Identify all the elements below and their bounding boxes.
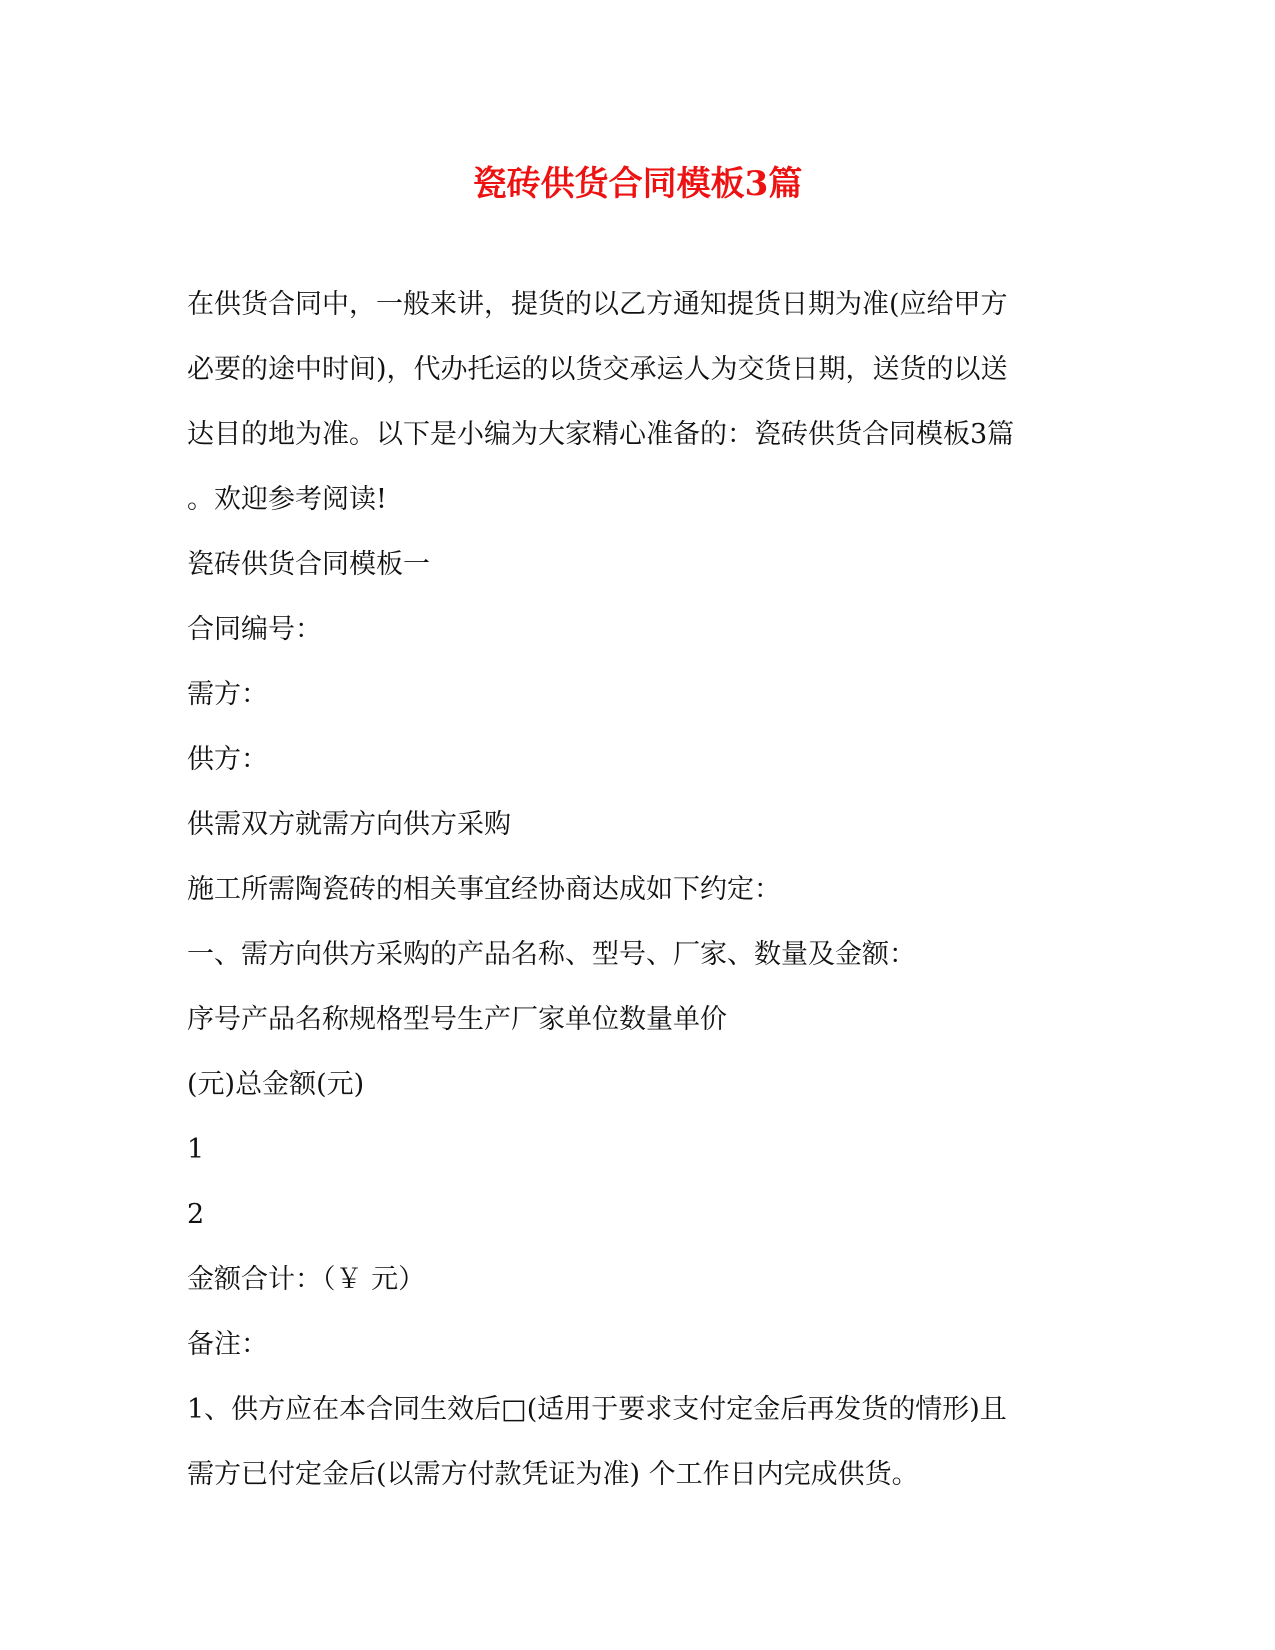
total-amount-label: 金额合计：（￥ 元） (187, 1264, 426, 1295)
supplier-label: 供方： (187, 744, 268, 775)
intro-line: 必要的途中时间)，代办托运的以货交承运人为交货日期，送货的以送 (187, 354, 1008, 385)
table-row-number: 1 (187, 1134, 205, 1165)
remark-label: 备注： (187, 1329, 268, 1360)
table-header-line: (元)总金额(元) (187, 1069, 365, 1100)
buyer-label: 需方： (187, 679, 268, 710)
contract-number-label: 合同编号： (187, 614, 322, 645)
purpose-line: 施工所需陶瓷砖的相关事宜经协商达成如下约定： (187, 874, 781, 905)
clause-1-heading: 一、需方向供方采购的产品名称、型号、厂家、数量及金额： (187, 939, 916, 970)
table-row-number: 2 (187, 1199, 205, 1230)
section-heading: 瓷砖供货合同模板一 (187, 549, 430, 580)
table-header-line: 序号产品名称规格型号生产厂家单位数量单价 (187, 1004, 727, 1035)
intro-line: 达目的地为准。以下是小编为大家精心准备的：瓷砖供货合同模板3篇 (187, 419, 1015, 450)
document-body (187, 272, 1092, 1507)
intro-line: 。欢迎参考阅读! (187, 484, 387, 515)
remark-line: 1、供方应在本合同生效后□(适用于要求支付定金后再发货的情形)且 (187, 1394, 1007, 1425)
remark-line: 需方已付定金后(以需方付款凭证为准) 个工作日内完成供货。 (187, 1459, 919, 1490)
intro-line: 在供货合同中，一般来讲，提货的以乙方通知提货日期为准(应给甲方 (187, 289, 1008, 320)
document-title: 瓷砖供货合同模板3篇 (472, 164, 803, 204)
purpose-line: 供需双方就需方向供方采购 (187, 809, 511, 840)
